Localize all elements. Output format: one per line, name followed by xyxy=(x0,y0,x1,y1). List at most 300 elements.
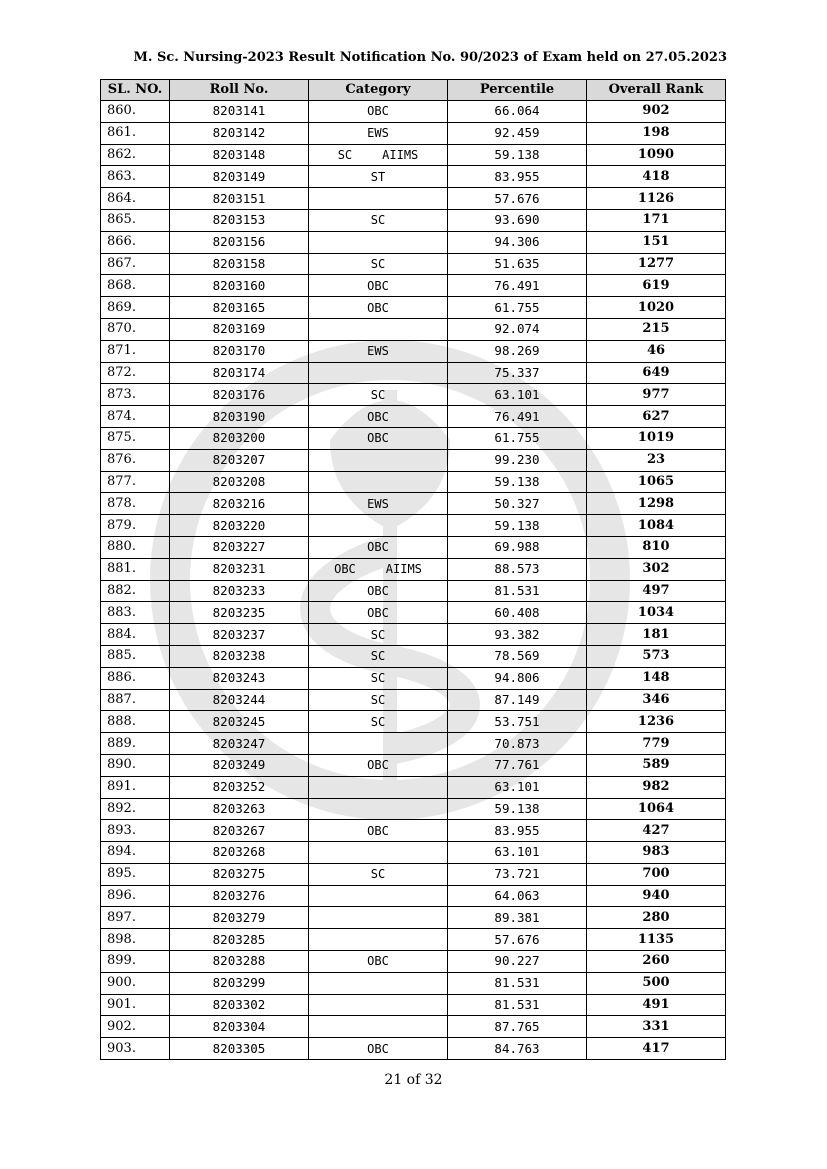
roll-no-cell: 8203238 xyxy=(170,645,309,667)
overall-rank-cell: 23 xyxy=(587,449,726,471)
overall-rank-cell: 198 xyxy=(587,122,726,144)
roll-no-cell: 8203227 xyxy=(170,536,309,558)
overall-rank-cell: 151 xyxy=(587,231,726,253)
percentile-cell: 63.101 xyxy=(448,776,587,798)
roll-no-cell: 8203233 xyxy=(170,580,309,602)
category-label: OBC xyxy=(367,954,389,969)
category-cell xyxy=(309,209,448,231)
overall-rank-cell: 1019 xyxy=(587,427,726,449)
category-cell xyxy=(309,188,448,210)
roll-no-cell: 8203279 xyxy=(170,907,309,929)
percentile-cell: 89.381 xyxy=(448,907,587,929)
table-row xyxy=(101,340,726,362)
category-cell xyxy=(309,776,448,798)
table-row xyxy=(101,297,726,319)
column-header-sl-no: SL. NO. xyxy=(101,80,170,101)
results-table xyxy=(100,79,726,1060)
roll-no-cell: 8203160 xyxy=(170,275,309,297)
roll-no-cell: 8203245 xyxy=(170,711,309,733)
table-row xyxy=(101,1038,726,1060)
column-header-percentile: Percentile xyxy=(448,80,587,101)
percentile-cell: 94.306 xyxy=(448,231,587,253)
category-label: OBC xyxy=(367,104,389,119)
sl-no-cell: 889. xyxy=(101,733,170,755)
sl-no-cell: 901. xyxy=(101,994,170,1016)
category-cell xyxy=(309,515,448,537)
percentile-cell: 78.569 xyxy=(448,645,587,667)
percentile-cell: 81.531 xyxy=(448,994,587,1016)
overall-rank-cell: 1277 xyxy=(587,253,726,275)
sl-no-cell: 890. xyxy=(101,754,170,776)
sl-no-cell: 869. xyxy=(101,297,170,319)
overall-rank-cell: 1090 xyxy=(587,144,726,166)
roll-no-cell: 8203276 xyxy=(170,885,309,907)
sl-no-cell: 870. xyxy=(101,318,170,340)
category-cell xyxy=(309,733,448,755)
overall-rank-cell: 982 xyxy=(587,776,726,798)
sl-no-cell: 880. xyxy=(101,536,170,558)
column-header-category: Category xyxy=(309,80,448,101)
category-cell xyxy=(309,624,448,646)
category-label: OBC xyxy=(367,583,389,598)
overall-rank-cell: 181 xyxy=(587,624,726,646)
category-label: OBC xyxy=(367,605,389,620)
sl-no-cell: 871. xyxy=(101,340,170,362)
roll-no-cell: 8203208 xyxy=(170,471,309,493)
category-label: SC xyxy=(370,213,386,228)
category-cell xyxy=(309,318,448,340)
table-row xyxy=(101,733,726,755)
sl-no-cell: 888. xyxy=(101,711,170,733)
table-row xyxy=(101,798,726,820)
sl-no-cell: 879. xyxy=(101,515,170,537)
category-cell xyxy=(309,711,448,733)
table-row xyxy=(101,667,726,689)
overall-rank-cell: 497 xyxy=(587,580,726,602)
category-cell xyxy=(309,166,448,188)
category-cell xyxy=(309,972,448,994)
sl-no-cell: 872. xyxy=(101,362,170,384)
overall-rank-cell: 417 xyxy=(587,1038,726,1060)
table-row xyxy=(101,122,726,144)
category-cell xyxy=(309,253,448,275)
percentile-cell: 63.101 xyxy=(448,384,587,406)
percentile-cell: 81.531 xyxy=(448,580,587,602)
sl-no-cell: 876. xyxy=(101,449,170,471)
sl-no-cell: 863. xyxy=(101,166,170,188)
table-body xyxy=(101,101,726,1060)
percentile-cell: 59.138 xyxy=(448,471,587,493)
category-label: OBC xyxy=(367,278,389,293)
sl-no-cell: 896. xyxy=(101,885,170,907)
category-cell xyxy=(309,689,448,711)
sl-no-cell: 873. xyxy=(101,384,170,406)
overall-rank-cell: 418 xyxy=(587,166,726,188)
overall-rank-cell: 500 xyxy=(587,972,726,994)
percentile-cell: 81.531 xyxy=(448,972,587,994)
table-row xyxy=(101,645,726,667)
table-row xyxy=(101,907,726,929)
table-header-row xyxy=(101,80,726,101)
roll-no-cell: 8203141 xyxy=(170,101,309,123)
percentile-cell: 66.064 xyxy=(448,101,587,123)
roll-no-cell: 8203235 xyxy=(170,602,309,624)
roll-no-cell: 8203153 xyxy=(170,209,309,231)
category-cell xyxy=(309,907,448,929)
category-label: SC xyxy=(370,627,386,642)
roll-no-cell: 8203304 xyxy=(170,1016,309,1038)
category-label: SC xyxy=(370,387,386,402)
category-cell xyxy=(309,754,448,776)
percentile-cell: 93.382 xyxy=(448,624,587,646)
category-cell xyxy=(309,1038,448,1060)
roll-no-cell: 8203247 xyxy=(170,733,309,755)
sl-no-cell: 883. xyxy=(101,602,170,624)
category-cell xyxy=(309,929,448,951)
category-label: SC xyxy=(370,256,386,271)
roll-no-cell: 8203190 xyxy=(170,406,309,428)
category-cell xyxy=(309,536,448,558)
category-quota-label: AIIMS xyxy=(382,147,419,162)
sl-no-cell: 861. xyxy=(101,122,170,144)
roll-no-cell: 8203285 xyxy=(170,929,309,951)
roll-no-cell: 8203220 xyxy=(170,515,309,537)
sl-no-cell: 881. xyxy=(101,558,170,580)
roll-no-cell: 8203200 xyxy=(170,427,309,449)
category-cell xyxy=(309,493,448,515)
overall-rank-cell: 331 xyxy=(587,1016,726,1038)
page-number: 21 of 32 xyxy=(384,1072,443,1088)
page-title: M. Sc. Nursing-2023 Result Notification No. 90/2023 of Exam held on 27.05.2023 xyxy=(133,50,727,65)
table-row xyxy=(101,558,726,580)
sl-no-cell: 867. xyxy=(101,253,170,275)
roll-no-cell: 8203275 xyxy=(170,863,309,885)
percentile-cell: 84.763 xyxy=(448,1038,587,1060)
table-row xyxy=(101,536,726,558)
table-row xyxy=(101,754,726,776)
category-cell xyxy=(309,449,448,471)
roll-no-cell: 8203267 xyxy=(170,820,309,842)
sl-no-cell: 882. xyxy=(101,580,170,602)
category-cell xyxy=(309,645,448,667)
category-cell xyxy=(309,297,448,319)
overall-rank-cell: 260 xyxy=(587,951,726,973)
roll-no-cell: 8203302 xyxy=(170,994,309,1016)
roll-no-cell: 8203165 xyxy=(170,297,309,319)
percentile-cell: 64.063 xyxy=(448,885,587,907)
overall-rank-cell: 983 xyxy=(587,842,726,864)
table-row xyxy=(101,144,726,166)
overall-rank-cell: 1126 xyxy=(587,188,726,210)
percentile-cell: 94.806 xyxy=(448,667,587,689)
table-row xyxy=(101,842,726,864)
sl-no-cell: 891. xyxy=(101,776,170,798)
sl-no-cell: 897. xyxy=(101,907,170,929)
percentile-cell: 61.755 xyxy=(448,297,587,319)
roll-no-cell: 8203252 xyxy=(170,776,309,798)
category-cell xyxy=(309,101,448,123)
category-cell xyxy=(309,122,448,144)
category-cell xyxy=(309,951,448,973)
table-row xyxy=(101,972,726,994)
table-row xyxy=(101,863,726,885)
category-label: ST xyxy=(370,169,386,184)
overall-rank-cell: 427 xyxy=(587,820,726,842)
table-row xyxy=(101,994,726,1016)
percentile-cell: 51.635 xyxy=(448,253,587,275)
category-cell xyxy=(309,275,448,297)
roll-no-cell: 8203231 xyxy=(170,558,309,580)
sl-no-cell: 862. xyxy=(101,144,170,166)
sl-no-cell: 898. xyxy=(101,929,170,951)
roll-no-cell: 8203170 xyxy=(170,340,309,362)
table-row xyxy=(101,406,726,428)
category-label: OBC xyxy=(367,1041,389,1056)
category-cell xyxy=(309,406,448,428)
table-row xyxy=(101,689,726,711)
overall-rank-cell: 940 xyxy=(587,885,726,907)
roll-no-cell: 8203149 xyxy=(170,166,309,188)
table-row xyxy=(101,471,726,493)
percentile-cell: 83.955 xyxy=(448,820,587,842)
roll-no-cell: 8203174 xyxy=(170,362,309,384)
category-label: OBC xyxy=(367,300,389,315)
percentile-cell: 93.690 xyxy=(448,209,587,231)
overall-rank-cell: 1065 xyxy=(587,471,726,493)
table-row xyxy=(101,231,726,253)
overall-rank-cell: 215 xyxy=(587,318,726,340)
sl-no-cell: 877. xyxy=(101,471,170,493)
roll-no-cell: 8203237 xyxy=(170,624,309,646)
percentile-cell: 75.337 xyxy=(448,362,587,384)
overall-rank-cell: 589 xyxy=(587,754,726,776)
table-row xyxy=(101,580,726,602)
sl-no-cell: 894. xyxy=(101,842,170,864)
category-label: EWS xyxy=(367,126,389,141)
overall-rank-cell: 1135 xyxy=(587,929,726,951)
category-quota-label: AIIMS xyxy=(385,562,422,577)
category-cell xyxy=(309,1016,448,1038)
category-label: OBC xyxy=(367,758,389,773)
table-row xyxy=(101,384,726,406)
roll-no-cell: 8203142 xyxy=(170,122,309,144)
percentile-cell: 57.676 xyxy=(448,188,587,210)
overall-rank-cell: 700 xyxy=(587,863,726,885)
percentile-cell: 83.955 xyxy=(448,166,587,188)
percentile-cell: 63.101 xyxy=(448,842,587,864)
overall-rank-cell: 1236 xyxy=(587,711,726,733)
category-label: OBC xyxy=(367,431,389,446)
column-header-overall-rank: Overall Rank xyxy=(587,80,726,101)
table-row xyxy=(101,776,726,798)
sl-no-cell: 874. xyxy=(101,406,170,428)
roll-no-cell: 8203243 xyxy=(170,667,309,689)
roll-no-cell: 8203249 xyxy=(170,754,309,776)
sl-no-cell: 884. xyxy=(101,624,170,646)
table-row xyxy=(101,602,726,624)
results-table-container xyxy=(100,79,725,1060)
category-cell xyxy=(309,602,448,624)
category-cell xyxy=(309,842,448,864)
percentile-cell: 69.988 xyxy=(448,536,587,558)
sl-no-cell: 887. xyxy=(101,689,170,711)
table-row xyxy=(101,318,726,340)
table-row xyxy=(101,885,726,907)
table-row xyxy=(101,951,726,973)
percentile-cell: 90.227 xyxy=(448,951,587,973)
roll-no-cell: 8203263 xyxy=(170,798,309,820)
overall-rank-cell: 1084 xyxy=(587,515,726,537)
percentile-cell: 70.873 xyxy=(448,733,587,755)
percentile-cell: 59.138 xyxy=(448,798,587,820)
category-cell xyxy=(309,994,448,1016)
sl-no-cell: 899. xyxy=(101,951,170,973)
category-label: SC xyxy=(370,867,386,882)
overall-rank-cell: 902 xyxy=(587,101,726,123)
roll-no-cell: 8203244 xyxy=(170,689,309,711)
overall-rank-cell: 649 xyxy=(587,362,726,384)
table-row xyxy=(101,493,726,515)
column-header-roll-no: Roll No. xyxy=(170,80,309,101)
overall-rank-cell: 977 xyxy=(587,384,726,406)
category-label: OBC xyxy=(367,409,389,424)
table-row xyxy=(101,624,726,646)
sl-no-cell: 902. xyxy=(101,1016,170,1038)
category-label: EWS xyxy=(367,344,389,359)
category-cell xyxy=(309,231,448,253)
percentile-cell: 61.755 xyxy=(448,427,587,449)
sl-no-cell: 895. xyxy=(101,863,170,885)
category-cell xyxy=(309,427,448,449)
percentile-cell: 59.138 xyxy=(448,515,587,537)
table-row xyxy=(101,275,726,297)
category-cell xyxy=(309,667,448,689)
sl-no-cell: 886. xyxy=(101,667,170,689)
roll-no-cell: 8203176 xyxy=(170,384,309,406)
roll-no-cell: 8203305 xyxy=(170,1038,309,1060)
table-row xyxy=(101,515,726,537)
overall-rank-cell: 46 xyxy=(587,340,726,362)
table-row xyxy=(101,711,726,733)
table-row xyxy=(101,101,726,123)
table-row xyxy=(101,209,726,231)
table-row xyxy=(101,253,726,275)
category-cell xyxy=(309,144,448,166)
overall-rank-cell: 1064 xyxy=(587,798,726,820)
overall-rank-cell: 1034 xyxy=(587,602,726,624)
category-label: OBC xyxy=(367,823,389,838)
sl-no-cell: 903. xyxy=(101,1038,170,1060)
sl-no-cell: 893. xyxy=(101,820,170,842)
category-label: SC xyxy=(370,649,386,664)
percentile-cell: 76.491 xyxy=(448,406,587,428)
table-row xyxy=(101,427,726,449)
percentile-cell: 99.230 xyxy=(448,449,587,471)
category-cell xyxy=(309,471,448,493)
overall-rank-cell: 779 xyxy=(587,733,726,755)
sl-no-cell: 864. xyxy=(101,188,170,210)
category-label: SC xyxy=(337,147,353,162)
sl-no-cell: 878. xyxy=(101,493,170,515)
percentile-cell: 88.573 xyxy=(448,558,587,580)
category-label: OBC xyxy=(334,562,356,577)
overall-rank-cell: 627 xyxy=(587,406,726,428)
table-row xyxy=(101,188,726,210)
table-row xyxy=(101,362,726,384)
category-cell xyxy=(309,820,448,842)
category-label: SC xyxy=(370,714,386,729)
category-cell xyxy=(309,362,448,384)
sl-no-cell: 892. xyxy=(101,798,170,820)
table-row xyxy=(101,449,726,471)
roll-no-cell: 8203207 xyxy=(170,449,309,471)
category-label: OBC xyxy=(367,540,389,555)
percentile-cell: 57.676 xyxy=(448,929,587,951)
roll-no-cell: 8203158 xyxy=(170,253,309,275)
overall-rank-cell: 810 xyxy=(587,536,726,558)
table-row xyxy=(101,1016,726,1038)
overall-rank-cell: 171 xyxy=(587,209,726,231)
percentile-cell: 92.074 xyxy=(448,318,587,340)
roll-no-cell: 8203288 xyxy=(170,951,309,973)
roll-no-cell: 8203148 xyxy=(170,144,309,166)
sl-no-cell: 900. xyxy=(101,972,170,994)
overall-rank-cell: 491 xyxy=(587,994,726,1016)
sl-no-cell: 885. xyxy=(101,645,170,667)
percentile-cell: 60.408 xyxy=(448,602,587,624)
roll-no-cell: 8203216 xyxy=(170,493,309,515)
overall-rank-cell: 1298 xyxy=(587,493,726,515)
roll-no-cell: 8203268 xyxy=(170,842,309,864)
percentile-cell: 73.721 xyxy=(448,863,587,885)
category-cell xyxy=(309,863,448,885)
table-row xyxy=(101,166,726,188)
category-label: SC xyxy=(370,671,386,686)
category-cell xyxy=(309,885,448,907)
percentile-cell: 50.327 xyxy=(448,493,587,515)
sl-no-cell: 875. xyxy=(101,427,170,449)
overall-rank-cell: 1020 xyxy=(587,297,726,319)
roll-no-cell: 8203299 xyxy=(170,972,309,994)
category-label: SC xyxy=(370,692,386,707)
category-cell xyxy=(309,558,448,580)
overall-rank-cell: 619 xyxy=(587,275,726,297)
table-row xyxy=(101,929,726,951)
percentile-cell: 76.491 xyxy=(448,275,587,297)
category-cell xyxy=(309,798,448,820)
overall-rank-cell: 280 xyxy=(587,907,726,929)
roll-no-cell: 8203156 xyxy=(170,231,309,253)
percentile-cell: 92.459 xyxy=(448,122,587,144)
percentile-cell: 53.751 xyxy=(448,711,587,733)
sl-no-cell: 866. xyxy=(101,231,170,253)
percentile-cell: 98.269 xyxy=(448,340,587,362)
percentile-cell: 77.761 xyxy=(448,754,587,776)
sl-no-cell: 860. xyxy=(101,101,170,123)
roll-no-cell: 8203151 xyxy=(170,188,309,210)
category-cell xyxy=(309,340,448,362)
percentile-cell: 59.138 xyxy=(448,144,587,166)
table-row xyxy=(101,820,726,842)
overall-rank-cell: 573 xyxy=(587,645,726,667)
percentile-cell: 87.765 xyxy=(448,1016,587,1038)
category-cell xyxy=(309,384,448,406)
overall-rank-cell: 302 xyxy=(587,558,726,580)
roll-no-cell: 8203169 xyxy=(170,318,309,340)
sl-no-cell: 865. xyxy=(101,209,170,231)
sl-no-cell: 868. xyxy=(101,275,170,297)
category-cell xyxy=(309,580,448,602)
